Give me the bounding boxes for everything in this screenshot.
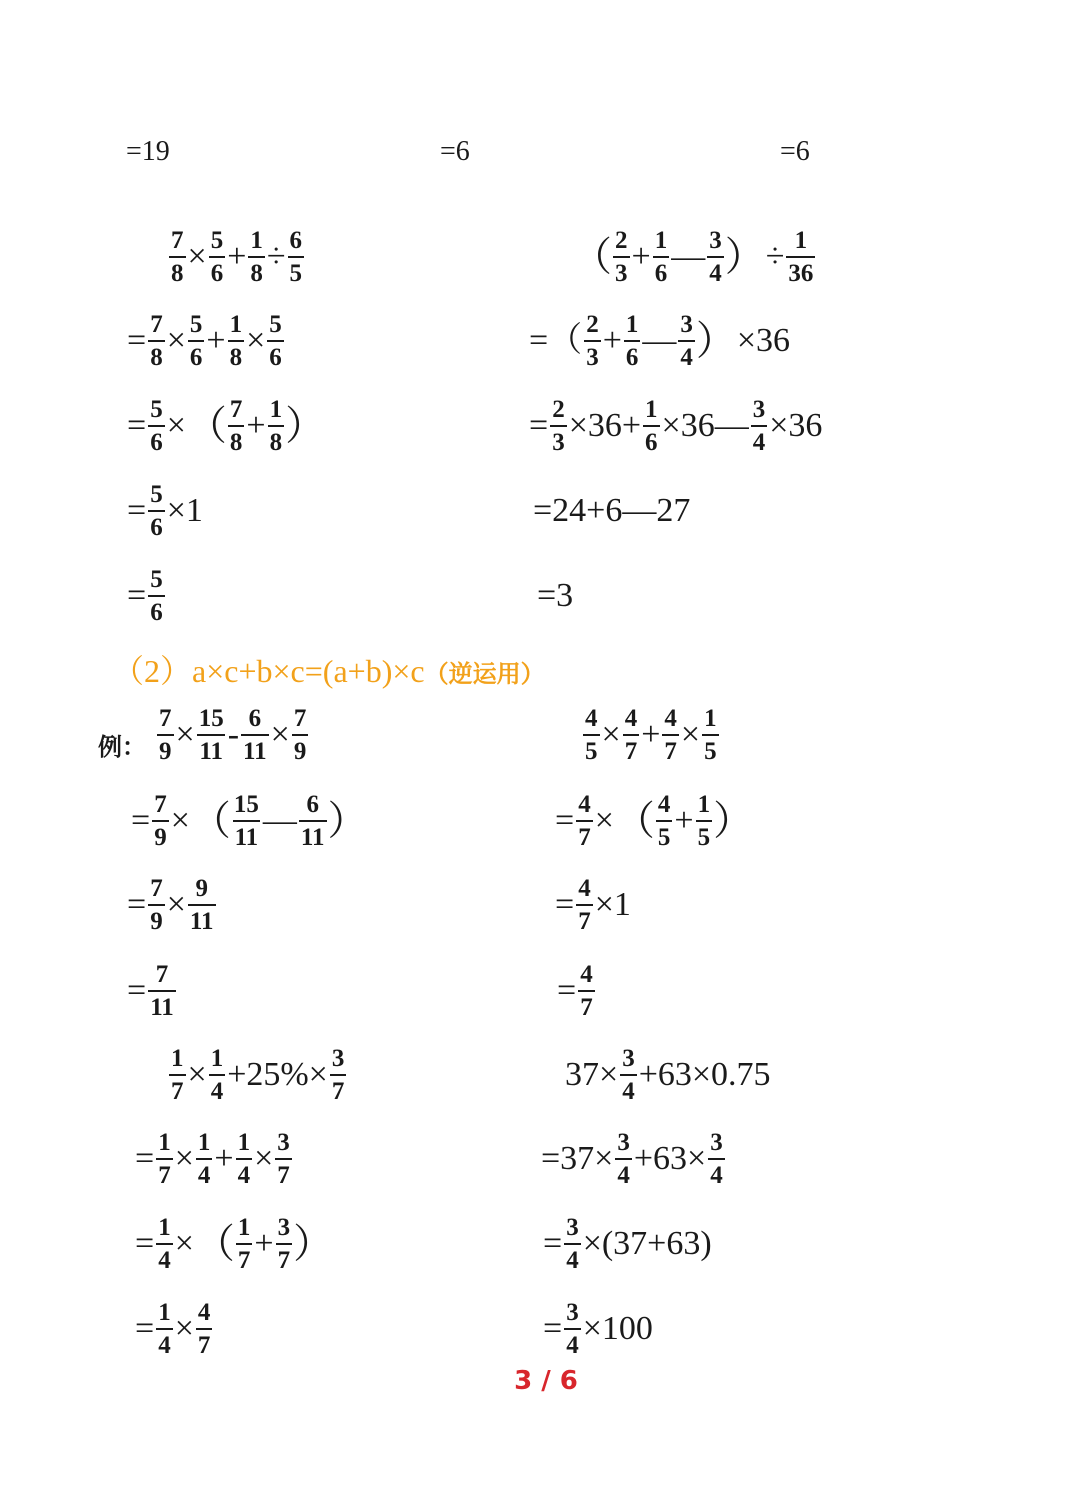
math-token: ×100	[582, 1310, 653, 1347]
fraction	[623, 706, 640, 764]
fraction	[232, 792, 261, 850]
denominator: 7	[662, 734, 679, 764]
math-token: ×	[270, 716, 290, 753]
numerator: 7	[154, 791, 167, 818]
numerator: 1	[654, 227, 668, 254]
fraction	[209, 228, 226, 286]
numerator: 1	[704, 705, 717, 732]
denominator: 7	[236, 1243, 253, 1273]
numerator: 5	[150, 396, 163, 423]
numerator: 3	[617, 1129, 630, 1156]
numerator: 9	[195, 875, 208, 902]
numerator: 3	[277, 1129, 290, 1156]
problem-1-step-3	[126, 482, 204, 540]
fraction	[576, 876, 593, 934]
fraction	[275, 1130, 292, 1188]
fraction	[613, 228, 630, 286]
denominator: 5	[696, 820, 713, 850]
numerator: 3	[622, 1045, 635, 1072]
fraction	[656, 792, 673, 850]
denominator: 8	[268, 425, 285, 455]
math-token: ×1	[594, 886, 631, 923]
fraction	[624, 312, 641, 370]
denominator: 6	[148, 595, 165, 625]
denominator: 4	[615, 1158, 632, 1188]
math-token: ）	[695, 318, 736, 363]
numerator: 7	[171, 227, 184, 254]
denominator: 4	[156, 1328, 173, 1358]
denominator: 5	[656, 820, 673, 850]
fraction	[276, 1215, 293, 1273]
numerator: 1	[645, 396, 658, 423]
denominator: 6	[209, 256, 226, 286]
fraction	[707, 228, 724, 286]
numerator: 4	[578, 875, 591, 902]
page-indicator: 3 / 6	[514, 1366, 578, 1396]
problem-1-expression	[168, 228, 305, 286]
top-result-2: =6	[440, 136, 470, 167]
denominator: 11	[197, 734, 225, 764]
denominator: 7	[169, 1074, 186, 1104]
denominator: 6	[267, 340, 284, 370]
denominator: 7	[578, 990, 595, 1020]
problem-3-expression	[156, 706, 309, 764]
denominator: 7	[330, 1074, 347, 1104]
math-token: =	[557, 972, 577, 1009]
fraction	[157, 706, 174, 764]
denominator: 4	[564, 1243, 581, 1273]
fraction	[578, 962, 595, 1020]
fraction	[299, 792, 327, 850]
denominator: 4	[196, 1158, 213, 1188]
math-token: -	[227, 716, 240, 753]
denominator: 8	[228, 340, 245, 370]
denominator: 3	[613, 256, 630, 286]
denominator: 8	[169, 256, 186, 286]
math-token: +	[214, 1140, 234, 1177]
fraction	[564, 1215, 581, 1273]
math-token: ×36+	[568, 407, 642, 444]
problem-5-expression	[168, 1046, 347, 1104]
denominator: 5	[702, 734, 719, 764]
problem-1-step-1	[126, 312, 285, 370]
math-token: ×36—	[661, 407, 749, 444]
numerator: 15	[233, 791, 259, 818]
numerator: 1	[158, 1129, 171, 1156]
denominator: 9	[148, 904, 165, 934]
numerator: 1	[625, 311, 639, 338]
math-token: =3	[537, 577, 574, 614]
fraction	[196, 1300, 213, 1358]
denominator: 11	[299, 820, 327, 850]
numerator: 7	[150, 311, 163, 338]
math-token: =24+6—27	[533, 492, 691, 529]
numerator: 5	[150, 566, 163, 593]
math-token: ×	[601, 716, 621, 753]
math-token: ×	[174, 1140, 194, 1177]
numerator: 4	[585, 705, 598, 732]
math-token: +	[254, 1225, 274, 1262]
numerator: 5	[150, 481, 163, 508]
fraction	[148, 876, 165, 934]
problem-3-step-2	[126, 876, 217, 934]
section-heading	[112, 646, 545, 692]
denominator: 7	[623, 734, 640, 764]
math-token: +	[206, 322, 226, 359]
math-token: ×	[175, 716, 195, 753]
numerator: 7	[150, 875, 163, 902]
fraction	[620, 1046, 637, 1104]
fraction	[292, 706, 309, 764]
numerator: 7	[155, 961, 169, 988]
fraction	[169, 1046, 186, 1104]
denominator: 4	[707, 256, 724, 286]
math-token: —	[262, 802, 297, 839]
math-token: ×	[594, 802, 614, 839]
top-result-1: =19	[126, 136, 170, 167]
numerator: 2	[615, 227, 628, 254]
math-token: 37×	[565, 1056, 619, 1093]
fraction	[169, 228, 186, 286]
fraction	[156, 1215, 173, 1273]
problem-2-step-4	[536, 579, 574, 613]
math-token: ×	[170, 802, 190, 839]
math-token: —	[642, 322, 677, 359]
math-token: =	[131, 802, 151, 839]
numerator: 2	[586, 311, 599, 338]
problem-2-expression	[572, 228, 816, 286]
numerator: 4	[657, 791, 671, 818]
fraction	[148, 312, 165, 370]
fraction	[188, 876, 216, 934]
fraction	[643, 397, 660, 455]
denominator: 11	[188, 904, 216, 934]
math-token: ÷	[765, 238, 785, 275]
heading-note: （逆运用）	[424, 660, 545, 688]
fraction	[236, 1215, 253, 1273]
denominator: 5	[583, 734, 600, 764]
fraction	[550, 397, 567, 455]
math-token: ×	[680, 716, 701, 753]
fraction	[576, 792, 593, 850]
numerator: 1	[158, 1214, 171, 1241]
fraction	[156, 1300, 173, 1358]
denominator: 11	[233, 820, 261, 850]
fraction	[241, 706, 269, 764]
math-token: =	[127, 322, 147, 359]
problem-2-step-1	[528, 312, 791, 370]
numerator: 3	[710, 1129, 723, 1156]
denominator: 6	[188, 340, 205, 370]
math-token: =	[135, 1310, 155, 1347]
math-token: =37×	[541, 1140, 614, 1177]
math-token: +	[602, 322, 622, 359]
fraction	[248, 228, 265, 286]
numerator: 3	[277, 1214, 291, 1241]
denominator: 4	[564, 1328, 581, 1358]
numerator: 3	[680, 311, 693, 338]
math-token: =	[127, 577, 147, 614]
math-token: =	[543, 1225, 563, 1262]
numerator: 3	[331, 1045, 345, 1072]
numerator: 1	[171, 1045, 184, 1072]
numerator: 1	[269, 396, 283, 423]
math-token: ）	[724, 234, 765, 279]
numerator: 7	[229, 396, 243, 423]
math-token: ）	[327, 798, 368, 843]
fraction	[196, 1130, 213, 1188]
fraction	[209, 1046, 226, 1104]
math-token: =	[135, 1140, 155, 1177]
problem-3-step-3	[126, 962, 177, 1020]
problem-4-expression	[582, 706, 720, 764]
numerator: 5	[269, 311, 282, 338]
numerator: 5	[210, 227, 224, 254]
math-token: ×	[166, 886, 186, 923]
fraction	[148, 397, 165, 455]
denominator: 7	[275, 1158, 292, 1188]
math-token: ×	[166, 407, 186, 444]
numerator: 4	[580, 961, 593, 988]
math-token: ×	[254, 1140, 274, 1177]
fraction	[188, 312, 205, 370]
fraction	[236, 1130, 253, 1188]
denominator: 4	[156, 1243, 173, 1273]
fraction	[330, 1046, 347, 1104]
math-token: （	[614, 798, 655, 843]
denominator: 7	[576, 820, 593, 850]
numerator: 3	[566, 1299, 579, 1326]
fraction	[152, 792, 169, 850]
fraction	[678, 312, 695, 370]
denominator: 8	[248, 256, 265, 286]
math-token: ）	[285, 403, 326, 448]
denominator: 7	[276, 1243, 293, 1273]
fraction	[148, 482, 165, 540]
numerator: 4	[578, 791, 591, 818]
denominator: 6	[148, 510, 165, 540]
fraction	[564, 1300, 581, 1358]
math-token: +	[674, 802, 694, 839]
denominator: 7	[196, 1328, 213, 1358]
denominator: 4	[209, 1074, 226, 1104]
fraction	[288, 228, 305, 286]
denominator: 5	[288, 256, 305, 286]
math-token: ）	[713, 798, 754, 843]
fraction	[148, 962, 176, 1020]
math-token: =	[127, 407, 147, 444]
numerator: 15	[198, 705, 224, 732]
math-token: ×	[246, 322, 266, 359]
math-token: ）	[293, 1221, 334, 1266]
numerator: 1	[237, 1214, 251, 1241]
math-token: ×	[174, 1310, 194, 1347]
math-token: （	[572, 234, 612, 279]
problem-6-step-1	[540, 1130, 726, 1188]
denominator: 7	[156, 1158, 173, 1188]
fraction	[708, 1130, 725, 1188]
numerator: 4	[664, 705, 677, 732]
math-token: （	[190, 798, 231, 843]
math-token: =（	[529, 322, 583, 359]
math-token: ×	[187, 1056, 207, 1093]
denominator: 11	[241, 734, 269, 764]
problem-2-step-3	[532, 494, 691, 528]
numerator: 1	[250, 227, 263, 254]
fraction	[786, 228, 815, 286]
math-token: =	[127, 492, 147, 529]
math-token: ÷	[266, 238, 286, 275]
math-token: +	[641, 716, 661, 753]
denominator: 3	[584, 340, 601, 370]
math-token: ×(37+63)	[582, 1225, 712, 1262]
numerator: 3	[752, 396, 766, 423]
problem-6-step-2	[542, 1215, 713, 1273]
fraction	[148, 567, 165, 625]
denominator: 4	[236, 1158, 253, 1188]
numerator: 6	[248, 705, 262, 732]
math-token: （	[186, 403, 227, 448]
numerator: 6	[306, 791, 319, 818]
fraction	[156, 1130, 173, 1188]
denominator: 4	[678, 340, 695, 370]
top-result-3: =6	[780, 136, 810, 167]
denominator: 4	[620, 1074, 637, 1104]
denominator: 6	[148, 425, 165, 455]
numerator: 4	[624, 705, 638, 732]
numerator: 1	[197, 1129, 211, 1156]
denominator: 36	[786, 256, 815, 286]
denominator: 8	[228, 425, 245, 455]
math-token: +63×0.75	[638, 1056, 771, 1093]
numerator: 2	[552, 396, 565, 423]
denominator: 6	[643, 425, 660, 455]
fraction	[268, 397, 285, 455]
math-token: +25%×	[227, 1056, 328, 1093]
math-token: ×	[187, 238, 207, 275]
numerator: 3	[566, 1214, 579, 1241]
problem-5-step-3	[134, 1300, 213, 1358]
problem-1-step-2	[126, 397, 325, 455]
numerator: 1	[794, 227, 808, 254]
math-token: —	[671, 238, 706, 275]
denominator: 4	[708, 1158, 725, 1188]
math-token: =	[543, 1310, 563, 1347]
math-token: =	[555, 802, 575, 839]
numerator: 6	[289, 227, 303, 254]
numerator: 7	[293, 705, 307, 732]
numerator: 1	[229, 311, 243, 338]
math-token: =	[555, 886, 575, 923]
fraction	[267, 312, 284, 370]
heading-formula: （2）a×c+b×c=(a+b)×c	[112, 653, 425, 689]
denominator: 4	[751, 425, 768, 455]
fraction	[583, 706, 600, 764]
math-token: ×36	[769, 407, 823, 444]
fraction	[702, 706, 719, 764]
numerator: 5	[189, 311, 203, 338]
problem-6-expression	[564, 1046, 772, 1104]
problem-6-step-3	[542, 1300, 654, 1358]
numerator: 1	[210, 1045, 224, 1072]
fraction	[228, 397, 245, 455]
math-token: +	[631, 238, 651, 275]
denominator: 9	[152, 820, 169, 850]
problem-3-step-1	[130, 792, 368, 850]
problem-2-step-2	[528, 397, 823, 455]
math-token: ×36	[736, 322, 791, 359]
fraction	[696, 792, 713, 850]
numerator: 1	[158, 1299, 171, 1326]
numerator: 3	[709, 227, 722, 254]
denominator: 8	[148, 340, 165, 370]
fraction	[228, 312, 245, 370]
math-token: =	[135, 1225, 155, 1262]
numerator: 7	[159, 705, 172, 732]
denominator: 3	[550, 425, 567, 455]
denominator: 6	[624, 340, 641, 370]
problem-1-step-4	[126, 567, 166, 625]
fraction	[751, 397, 768, 455]
math-token: （	[194, 1221, 235, 1266]
numerator: 1	[697, 791, 711, 818]
math-token: =	[127, 886, 147, 923]
fraction	[653, 228, 670, 286]
math-token: ×	[166, 322, 186, 359]
numerator: 1	[237, 1129, 251, 1156]
denominator: 6	[653, 256, 670, 286]
problem-5-step-1	[134, 1130, 293, 1188]
problem-4-step-1	[554, 792, 753, 850]
math-token: +	[227, 238, 247, 275]
math-token: =	[127, 972, 147, 1009]
problem-4-step-3	[556, 962, 596, 1020]
fraction	[197, 706, 226, 764]
math-token: +63×	[633, 1140, 707, 1177]
math-token: ×	[174, 1225, 194, 1262]
fraction	[662, 706, 679, 764]
math-token: +	[246, 407, 266, 444]
fraction	[615, 1130, 632, 1188]
denominator: 9	[292, 734, 309, 764]
math-token: =	[529, 407, 549, 444]
math-token: ×1	[166, 492, 203, 529]
denominator: 11	[148, 990, 176, 1020]
numerator: 4	[197, 1299, 211, 1326]
denominator: 7	[576, 904, 593, 934]
fraction	[584, 312, 601, 370]
problem-5-step-2	[134, 1215, 333, 1273]
problem-4-step-2	[554, 876, 632, 934]
example-label: 例：	[98, 733, 146, 761]
denominator: 9	[157, 734, 174, 764]
